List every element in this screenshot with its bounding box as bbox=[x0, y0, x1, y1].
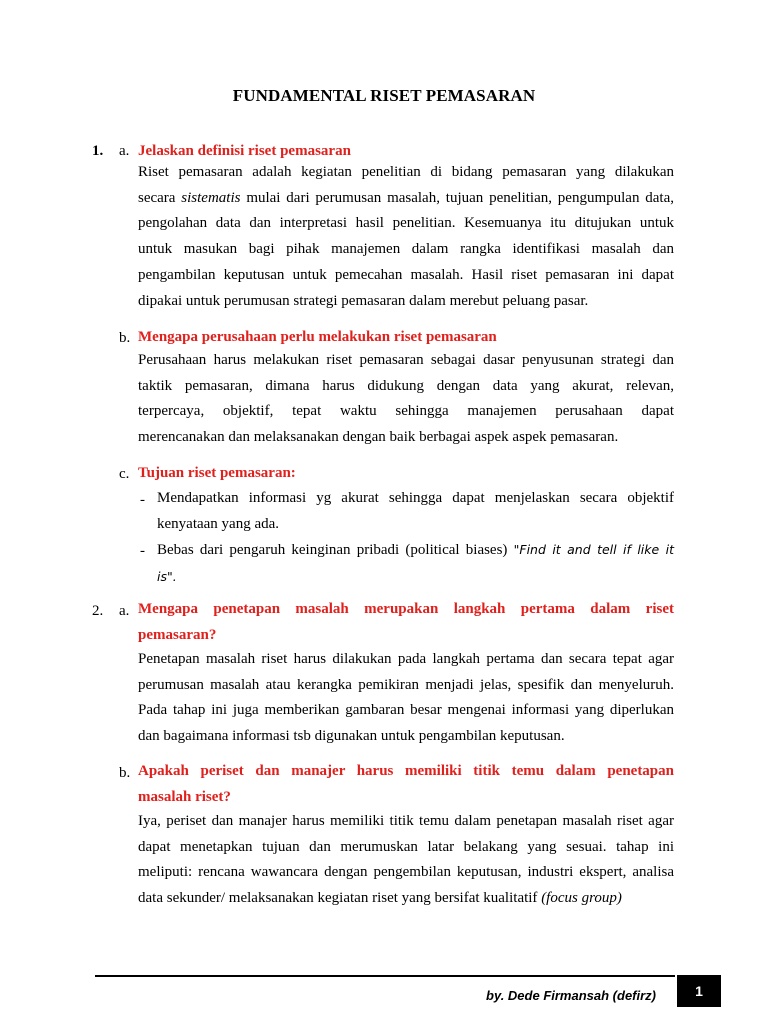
question-1c: Tujuan riset pemasaran: bbox=[138, 465, 296, 481]
bullet-2 bbox=[157, 537, 674, 590]
question-1b: Mengapa perusahaan perlu melakukan riset pemasaran bbox=[138, 329, 497, 345]
item-letter-1a: a. bbox=[119, 143, 130, 159]
bullet-1-line-2: kenyataan yang ada. bbox=[157, 515, 280, 532]
answer-2a-line-3: Pada tahap ini juga memberikan gambaran besar mengenai informasi yang diperlukan bbox=[138, 702, 674, 719]
answer-1b-line-1: Perusahaan harus melakukan riset pemasaran sebagai dasar penyusunan strategi dan bbox=[138, 352, 674, 368]
question-2a-line-1: Mengapa penetapan masalah merupakan langkah pertama dalam riset bbox=[138, 601, 674, 617]
bullet-2-quote-end: is". bbox=[157, 568, 177, 584]
answer-2b-line-4 bbox=[138, 886, 674, 912]
answer-1a bbox=[138, 160, 674, 314]
answer-2a-line-2: perumusan masalah atau kerangka pemikiran menjadi jelas, spesifik dan menyeluruh. bbox=[138, 676, 674, 693]
question-2a-line-2: pemasaran? bbox=[138, 626, 217, 643]
page-number-box: 1 bbox=[677, 975, 721, 1007]
answer-2a-line-1: Penetapan masalah riset harus dilakukan pada langkah pertama dan secara tepat agar bbox=[138, 651, 674, 667]
bullet-2-quote: "Find it and tell if like it bbox=[513, 542, 674, 557]
footer-divider bbox=[95, 975, 675, 977]
section-number-2: 2. bbox=[92, 603, 104, 619]
bullet-1-line-1: Mendapatkan informasi yg akurat sehingga dapat menjelaskan secara objektif bbox=[157, 490, 674, 506]
answer-2b-italic: (focus group) bbox=[541, 890, 622, 907]
answer-2b bbox=[138, 809, 674, 912]
answer-2a bbox=[138, 647, 674, 750]
answer-1b bbox=[138, 348, 674, 451]
page-title: FUNDAMENTAL RISET PEMASARAN bbox=[232, 86, 536, 105]
item-letter-2a: a. bbox=[119, 603, 130, 619]
answer-1b-line-2: taktik pemasaran, dimana harus didukung dengan data yang akurat, relevan, bbox=[138, 377, 674, 394]
answer-2b-line-3: meliputi: rencana wawancara dengan pengembilan keputusan, industri ekspert, analisa bbox=[138, 864, 674, 881]
question-2a bbox=[138, 597, 674, 648]
item-letter-1c: c. bbox=[119, 466, 130, 482]
item-letter-1b: b. bbox=[119, 330, 131, 346]
answer-2a-line-4: dan bagaimana informasi tsb digunakan untuk pengambilan keputusan. bbox=[138, 728, 565, 745]
bullet-1 bbox=[157, 486, 674, 537]
answer-1b-line-4: merencanakan dan melaksanakan dengan baik berbagai aspek aspek pemasaran. bbox=[138, 429, 619, 446]
answer-1a-line-4: untuk masukan bagi pihak manajemen dalam rangka identifikasi masalah dan bbox=[138, 241, 674, 258]
question-1a: Jelaskan definisi riset pemasaran bbox=[138, 143, 351, 159]
question-2b-line-2: masalah riset? bbox=[138, 788, 231, 805]
answer-2b-line-1: Iya, periset dan manajer harus memiliki titik temu dalam penetapan masalah riset agar bbox=[138, 813, 674, 829]
answer-1a-line-3: pengolahan data dan interpretasi hasil penelitian. Kesemuanya itu ditujukan untuk bbox=[138, 215, 674, 232]
bullet-dash-2: - bbox=[140, 543, 145, 559]
answer-1a-italic-word: sistematis bbox=[181, 189, 241, 206]
answer-1a-line-2-rest: mulai dari perumusan masalah, tujuan penelitian, pengumpulan data, bbox=[246, 189, 675, 206]
answer-1a-line-6: dipakai untuk perumusan strategi pemasaran dalam merebut peluang pasar. bbox=[138, 292, 589, 309]
answer-1a-line-1: Riset pemasaran adalah kegiatan penelitian di bidang pemasaran yang dilakukan bbox=[138, 164, 674, 180]
bullet-2-line-1 bbox=[157, 537, 674, 564]
answer-2b-line-2: dapat menetapkan tujuan dan merumuskan latar belakang yang sesuai. tahap ini bbox=[138, 838, 674, 855]
item-letter-2b: b. bbox=[119, 765, 131, 781]
question-2b-line-1: Apakah periset dan manajer harus memiliki titik temu dalam penetapan bbox=[138, 763, 674, 779]
bullet-2-line-2 bbox=[157, 564, 674, 591]
section-number-1: 1. bbox=[92, 143, 104, 159]
question-2b bbox=[138, 759, 674, 810]
bullet-2-text: Bebas dari pengaruh keinginan pribadi (political biases) bbox=[157, 542, 508, 558]
answer-2b-line-4-text: data sekunder/ melaksanakan kegiatan riset yang bersifat kualitatif bbox=[138, 890, 538, 907]
bullet-dash-1: - bbox=[140, 492, 145, 508]
answer-1b-line-3: terpercaya, objektif, tepat waktu sehingga manajemen perusahaan dapat bbox=[138, 403, 674, 420]
answer-1a-prefix: secara bbox=[138, 189, 176, 206]
answer-1a-line-2 bbox=[138, 186, 674, 212]
answer-1a-line-5: pengambilan keputusan untuk pemecahan masalah. Hasil riset pemasaran ini dapat bbox=[138, 266, 674, 283]
footer-author: by. Dede Firmansah (defirz) bbox=[486, 988, 656, 1003]
